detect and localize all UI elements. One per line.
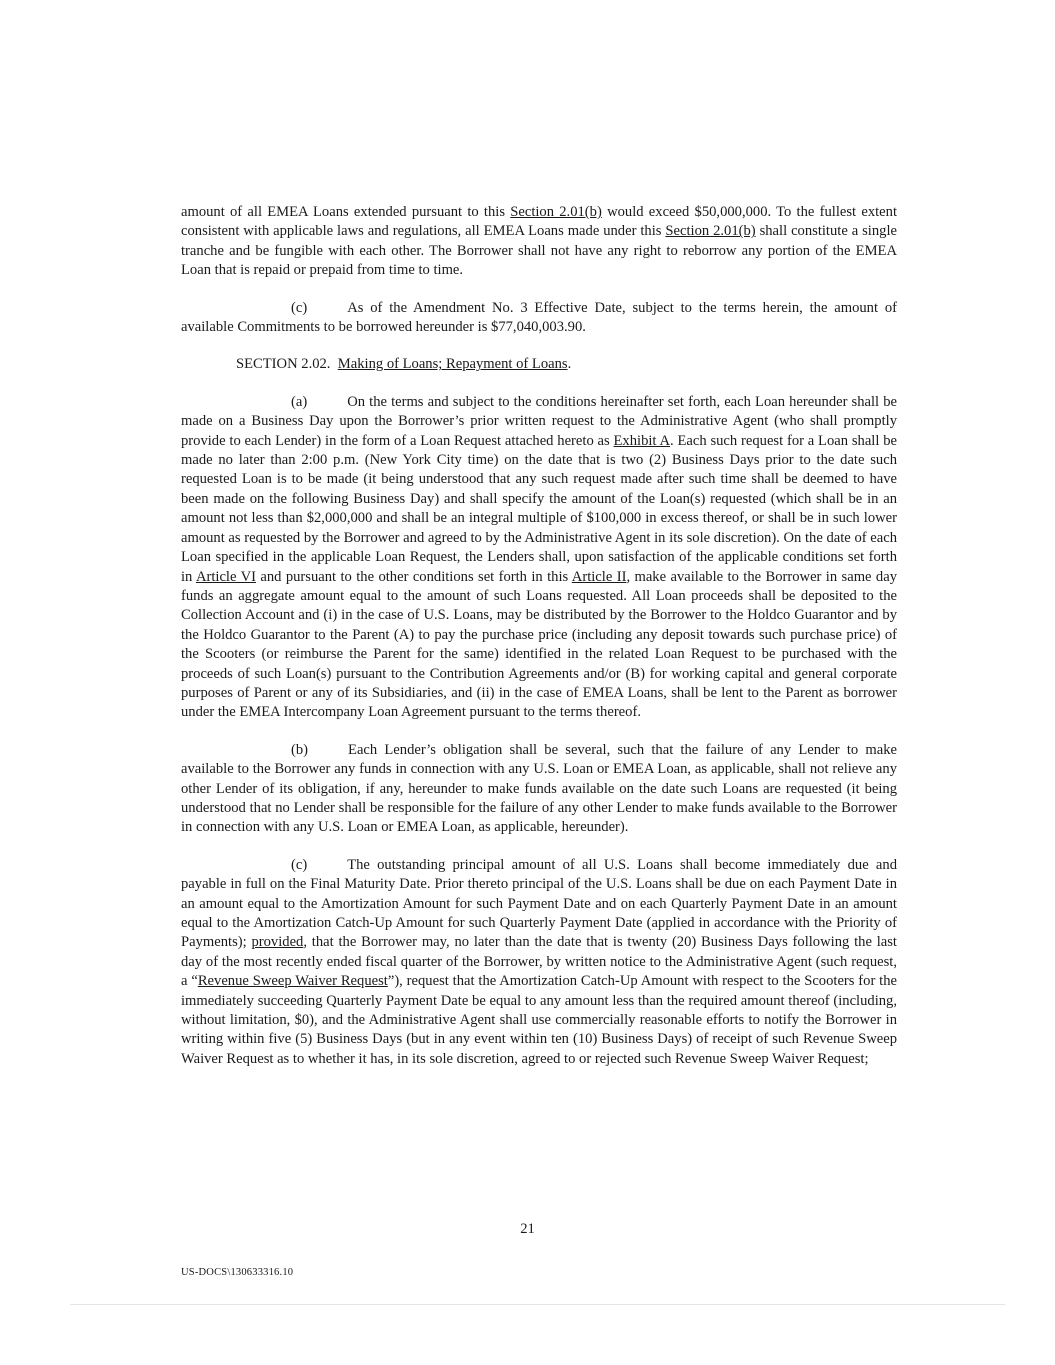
provided-term: provided xyxy=(251,934,304,951)
clause-label: (a) xyxy=(291,393,308,410)
section-number: SECTION 2.02. xyxy=(236,356,331,373)
section-heading-2-02: SECTION 2.02. Making of Loans; Repayment of Loans. xyxy=(236,356,572,373)
clause-label: (c) xyxy=(291,856,308,873)
article-vi-reference: Article VI xyxy=(195,568,256,585)
clause-label: (c) xyxy=(291,299,308,316)
article-ii-reference: Article II xyxy=(571,568,627,585)
section-2-01b-reference: Section 2.01(b) xyxy=(665,223,756,240)
exhibit-a-reference: Exhibit A xyxy=(613,432,671,449)
paragraph-2-02c: (c) The outstanding principal amount of all U.S. Loans shall become immediately due and payable in full on the Final Maturity Date. Prior thereto principal of the U.S. Loans shall be due on each Payment Date in an amount equal to the Amortization Amount for such Payment Date and on each Quarterly Payment Date in an amount equal to the Amortization Catch-Up Amount for such Quarterly Payment Date (applied in accordance with the Priority of Payments); provided, that the Borrower may, no later than the date that is twenty (20) Business Days following the last day of the most recently ended fiscal quarter of the Borrower, by written notice to the Administrative Agent (such request, a “Revenue Sweep Waiver Request”), request that the Amortization Catch-Up Amount with respect to the Scooters for the immediately succeeding Quarterly Payment Date be equal to any amount less than the required amount thereof (including, without limitation, $0), and the Administrative Agent shall use commercially reasonable efforts to notify the Borrower in writing within five (5) Business Days (but in any event within ten (10) Business Days) of receipt of such Revenue Sweep Waiver Request as to whether it has, in its sole discretion, agreed to or rejected such Revenue Sweep Waiver Request; xyxy=(181,856,897,1067)
document-body xyxy=(181,203,897,1069)
clause-label: (b) xyxy=(291,741,309,758)
paragraph-2-02a: (a) On the terms and subject to the conditions hereinafter set forth, each Loan hereunder shall be made on a Business Day upon the Borrower’s prior written request to the Administrative Agent (who shall promptly provide to each Lender) in the form of a Loan Request attached hereto as Exhibit A. Each such request for a Loan shall be made no later than 2:00 p.m. (New York City time) on the date that is two (2) Business Days prior to the date such requested Loan is to be made (it being understood that any such request made after such time shall be deemed to have been made on the following Business Day) and shall specify the amount of the Loan(s) requested (which shall be in an amount not less than $2,000,000 and shall be an integral multiple of $100,000 in excess thereof, or shall be in such lower amount as requested by the Borrower and agreed to by the Administrative Agent in its sole discretion). On the date of each Loan specified in the applicable Loan Request, the Lenders shall, upon satisfaction of the applicable conditions set forth in Article VI and pursuant to the other conditions set forth in this Article II, make available to the Borrower in same day funds an aggregate amount equal to the amount of such Loans requested. All Loan proceeds shall be deposited to the Collection Account and (i) in the case of U.S. Loans, may be distributed by the Borrower to the Holdco Guarantor and by the Holdco Guarantor to the Parent (A) to pay the purchase price (including any deposit towards such purchase price) of the Scooters (or reimburse the Parent for the same) identified in the related Loan Request to be purchased with the proceeds of such Loan(s) pursuant to the Contribution Agreements and/or (B) for working capital and general corporate purposes of Parent or any of its Subsidiaries, and (ii) in the case of EMEA Loans, shall be lent to the Parent as borrower under the EMEA Intercompany Loan Agreement pursuant to the terms thereof. xyxy=(181,393,897,721)
paragraph-2-02b: (b) Each Lender’s obligation shall be several, such that the failure of any Lender to make available to the Borrower any funds in connection with any U.S. Loan or EMEA Loan, as applicable, shall not relieve any other Lender of its obligation, if any, hereunder to make funds available on the date such Loans are requested (it being understood that no Lender shall be responsible for the failure of any other Lender to make funds available to the Borrower in connection with any U.S. Loan or EMEA Loan, as applicable, hereunder). xyxy=(181,741,897,836)
document-id: US-DOCS\130633316.10 xyxy=(181,1267,294,1278)
page-bottom-divider xyxy=(70,1304,1005,1305)
section-title: Making of Loans; Repayment of Loans xyxy=(337,356,568,373)
defined-term: Revenue Sweep Waiver Request xyxy=(197,973,388,990)
section-2-01b-reference: Section 2.01(b) xyxy=(510,204,602,220)
paragraph-intro: amount of all EMEA Loans extended pursuant to this Section 2.01(b) would exceed $50,000,000. To the fullest extent consistent with applicable laws and regulations, all EMEA Loans made under this Section 2.01(b) shall constitute a single tranche and be fungible with each other. The Borrower shall not have any right to reborrow any portion of the EMEA Loan that is repaid or prepaid from time to time. xyxy=(181,204,897,279)
page-number: 21 xyxy=(520,1221,535,1237)
paragraph-2-01c: (c) As of the Amendment No. 3 Effective Date, subject to the terms herein, the amount of available Commitments to be borrowed hereunder is $77,040,003.90. xyxy=(181,299,897,336)
